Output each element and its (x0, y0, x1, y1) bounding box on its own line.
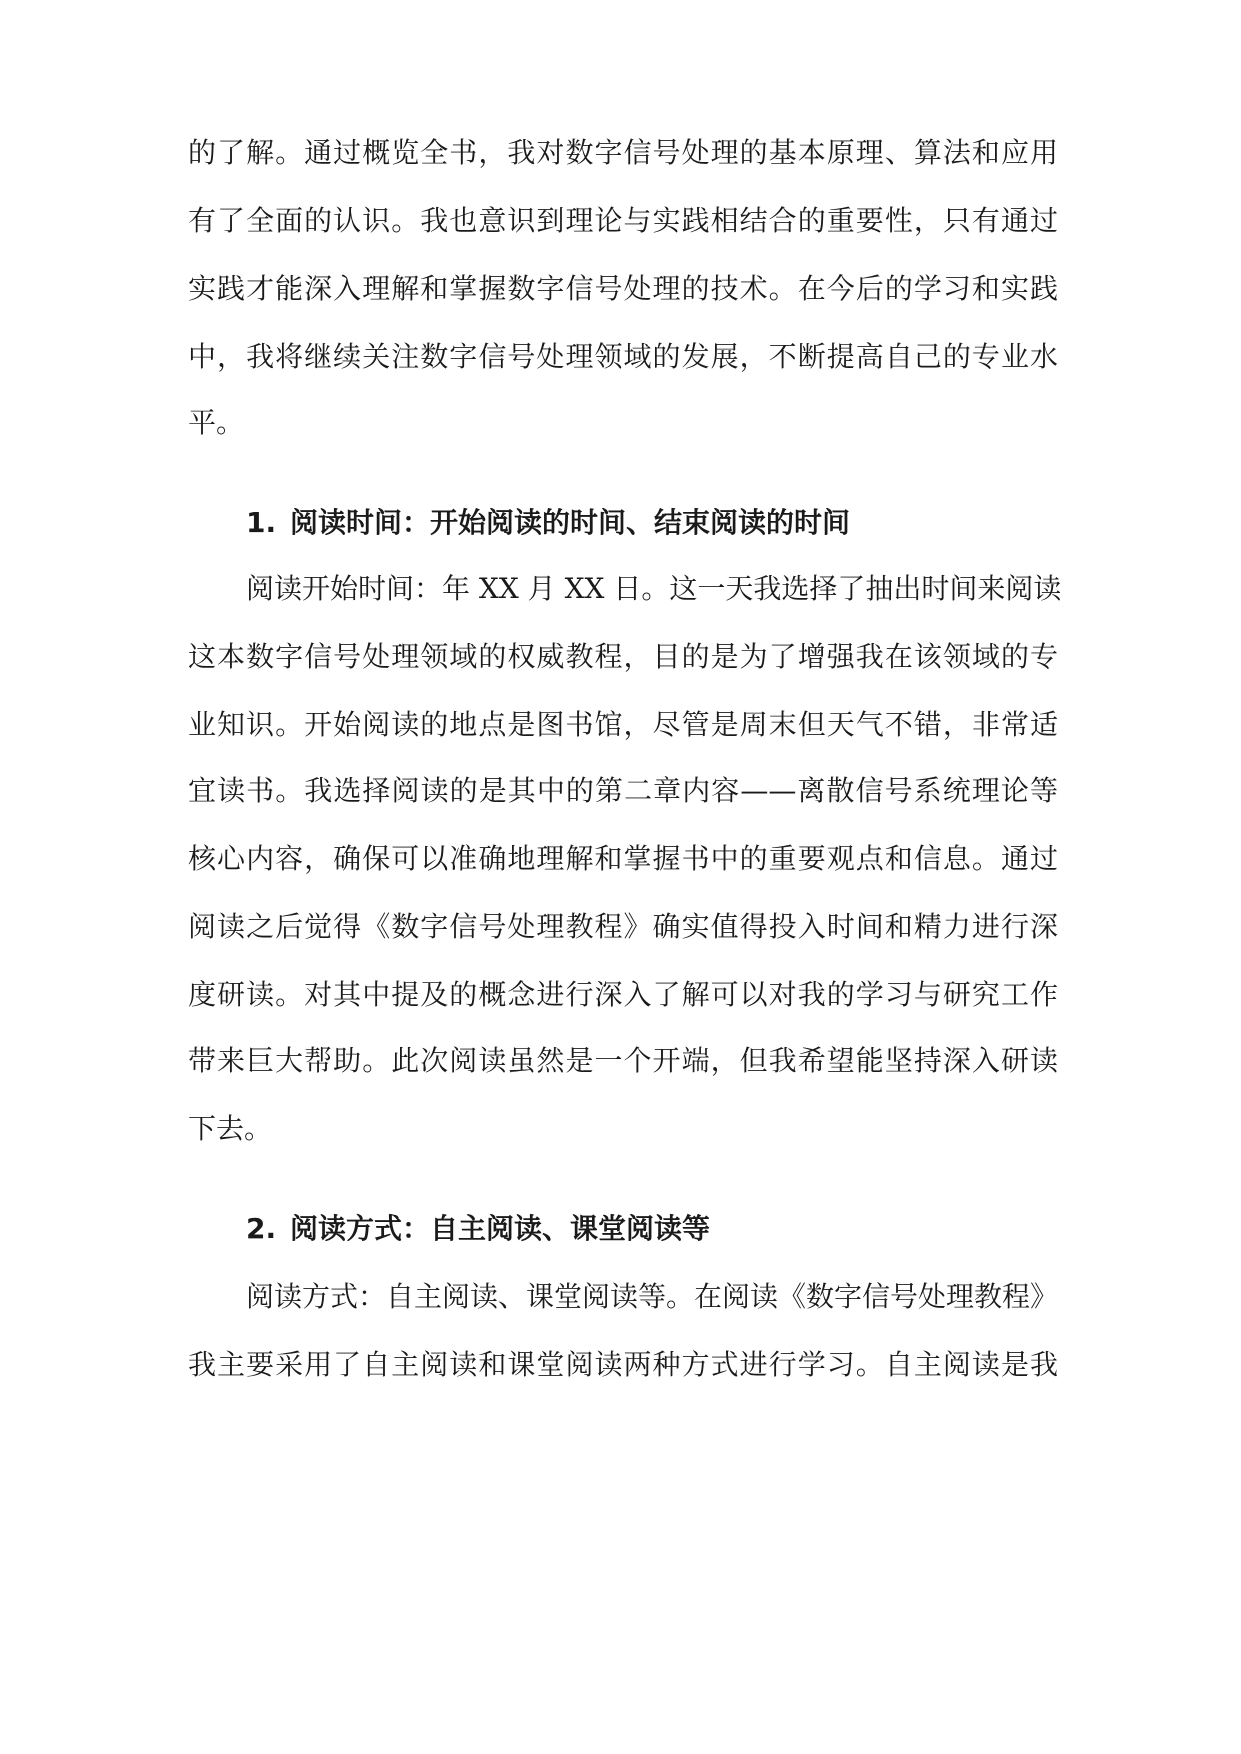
paragraph-line: 下去。 (188, 1112, 273, 1145)
paragraph-line: 阅读开始时间：年 XX 月 XX 日。这一天我选择了抽出时间来阅读 (246, 572, 1062, 605)
paragraph-line: 的了解。通过概览全书，我对数字信号处理的基本原理、算法和应用 (188, 136, 1058, 169)
section-heading (246, 498, 850, 548)
paragraph-line: 业知识。开始阅读的地点是图书馆，尽管是周末但天气不错，非常适 (188, 708, 1058, 741)
paragraph-line: 带来巨大帮助。此次阅读虽然是一个开端，但我希望能坚持深入研读 (188, 1044, 1058, 1077)
heading-text: 阅读方式：自主阅读、课堂阅读等 (290, 1212, 711, 1245)
paragraph-line: 实践才能深入理解和掌握数字信号处理的技术。在今后的学习和实践 (188, 272, 1058, 305)
paragraph-line: 核心内容，确保可以准确地理解和掌握书中的重要观点和信息。通过 (188, 842, 1058, 875)
paragraph-line: 中，我将继续关注数字信号处理领域的发展，不断提高自己的专业水 (188, 340, 1058, 373)
paragraph-line: 阅读方式：自主阅读、课堂阅读等。在阅读《数字信号处理教程》 (246, 1280, 1059, 1313)
paragraph-line: 宜读书。我选择阅读的是其中的第二章内容——离散信号系统理论等 (188, 774, 1058, 807)
section-heading (246, 1204, 710, 1254)
paragraph-line: 有了全面的认识。我也意识到理论与实践相结合的重要性，只有通过 (188, 204, 1058, 237)
paragraph-line: 度研读。对其中提及的概念进行深入了解可以对我的学习与研究工作 (188, 978, 1058, 1011)
paragraph-line: 平。 (188, 406, 245, 439)
paragraph-line: 阅读之后觉得《数字信号处理教程》确实值得投入时间和精力进行深 (188, 910, 1058, 943)
paragraph-line: 这本数字信号处理领域的权威教程，目的是为了增强我在该领域的专 (188, 640, 1058, 673)
heading-text: 阅读时间：开始阅读的时间、结束阅读的时间 (290, 506, 851, 539)
heading-number: 1. (246, 506, 277, 539)
paragraph-line: 我主要采用了自主阅读和课堂阅读两种方式进行学习。自主阅读是我 (188, 1348, 1058, 1381)
heading-number: 2. (246, 1212, 277, 1245)
